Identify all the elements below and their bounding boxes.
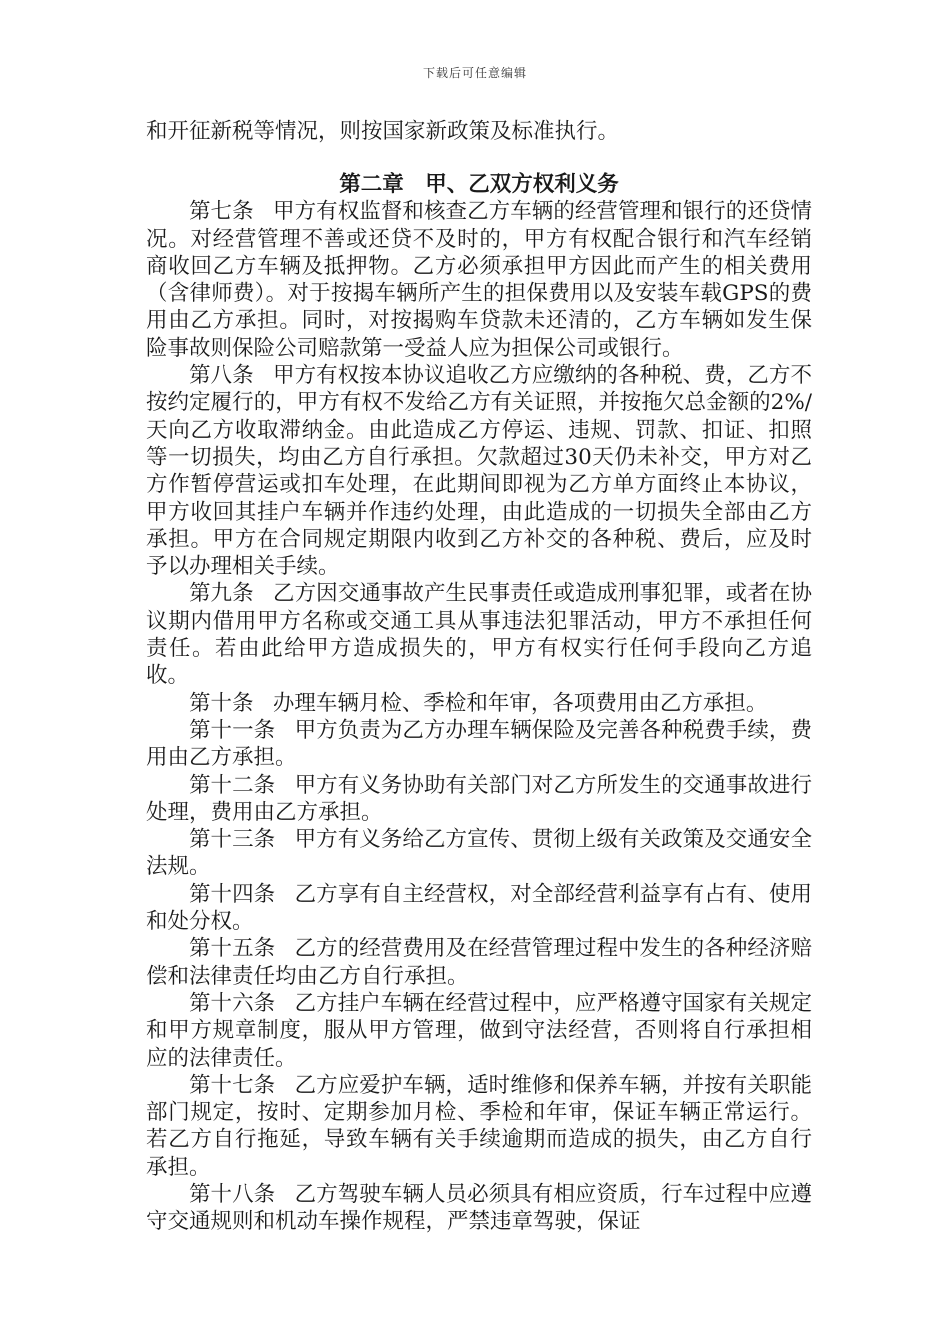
article-14: [146, 881, 812, 936]
article-number: 第九条: [189, 581, 254, 607]
article-7: [146, 198, 812, 362]
article-number: 第十七条: [189, 1072, 276, 1098]
article-text: 乙方因交通事故产生民事责任或造成刑事犯罪，或者在协议期内借用甲方名称或交通工具从事违法犯罪活动，甲方不承担任何责任。若由此给甲方造成损失的，甲方有权实行任何手段向乙方追收。: [146, 581, 812, 689]
article-text: 乙方享有自主经营权，对全部经营利益享有占有、使用和处分权。: [146, 881, 812, 935]
article-number: 第十二条: [189, 772, 276, 798]
article-11: [146, 717, 812, 772]
article-10: [146, 690, 812, 717]
article-text: 甲方有权按本协议追收乙方应缴纳的各种税、费，乙方不按约定履行的，甲方有权不发给乙方有关证照，并按拖欠总金额的2%/天向乙方收取滞纳金。由此造成乙方停运、违规、罚款、扣证、扣照等一切损失，均由乙方自行承担。欠款超过30天仍未补交，甲方对乙方作暂停营运或扣车处理，在此期间即视为乙方单方面终止本协议，甲方收回其挂户车辆并作违约处理，由此造成的一切损失全部由乙方承担。甲方在合同规定期限内收到乙方补交的各种税、费后，应及时予以办理相关手续。: [146, 363, 812, 580]
article-text: 乙方驾驶车辆人员必须具有相应资质，行车过程中应遵守交通规则和机动车操作规程，严禁违章驾驶，保证: [146, 1181, 812, 1235]
article-8: [146, 362, 812, 580]
article-text: 甲方负责为乙方办理车辆保险及完善各种税费手续，费用由乙方承担。: [146, 717, 812, 771]
article-12: [146, 772, 812, 827]
article-number: 第十六条: [189, 990, 276, 1016]
article-15: [146, 935, 812, 990]
intro-paragraph: 和开征新税等情况，则按国家新政策及标准执行。: [146, 119, 620, 144]
article-number: 第七条: [189, 199, 254, 225]
article-text: 乙方应爱护车辆，适时维修和保养车辆，并按有关职能部门规定，按时、定期参加月检、季检和年审，保证车辆正常运行。若乙方自行拖延，导致车辆有关手续逾期而造成的损失，由乙方自行承担。: [146, 1072, 812, 1180]
article-17: [146, 1072, 812, 1181]
article-number: 第十四条: [189, 881, 276, 907]
article-text: 办理车辆月检、季检和年审，各项费用由乙方承担。: [272, 690, 768, 716]
article-text: 甲方有义务给乙方宣传、贯彻上级有关政策及交通安全法规。: [146, 827, 812, 880]
article-number: 第十三条: [189, 827, 276, 853]
document-body: [146, 118, 812, 1236]
article-18: [146, 1181, 812, 1236]
article-text: 甲方有义务协助有关部门对乙方所发生的交通事故进行处理，费用由乙方承担。: [146, 772, 812, 825]
article-text: 乙方挂户车辆在经营过程中，应严格遵守国家有关规定和甲方规章制度，服从甲方管理，做到守法经营，否则将自行承担相应的法律责任。: [146, 990, 812, 1071]
article-13: [146, 826, 812, 881]
article-number: 第十条: [189, 690, 254, 716]
article-number: 第十一条: [189, 717, 276, 743]
article-16: [146, 990, 812, 1072]
article-text: 乙方的经营费用及在经营管理过程中发生的各种经济赔偿和法律责任均由乙方自行承担。: [146, 936, 812, 989]
article-text: 甲方有权监督和核查乙方车辆的经营管理和银行的还贷情况。对经营管理不善或还贷不及时的，甲方有权配合银行和汽车经销商收回乙方车辆及抵押物。乙方必须承担甲方因此而产生的相关费用（含律师费）。对于按揭车辆所产生的担保费用以及安装车载GPS的费用由乙方承担。同时，对按揭购车贷款未还清的，乙方车辆如发生保险事故则保险公司赔款第一受益人应为担保公司或银行。: [146, 199, 812, 361]
article-number: 第八条: [189, 363, 254, 389]
article-number: 第十五条: [189, 936, 276, 962]
page-header: 下载后可任意编辑: [422, 66, 527, 80]
chapter-title: 第二章 甲、乙双方权利义务: [339, 172, 619, 198]
article-9: [146, 580, 812, 689]
article-number: 第十八条: [189, 1181, 276, 1207]
